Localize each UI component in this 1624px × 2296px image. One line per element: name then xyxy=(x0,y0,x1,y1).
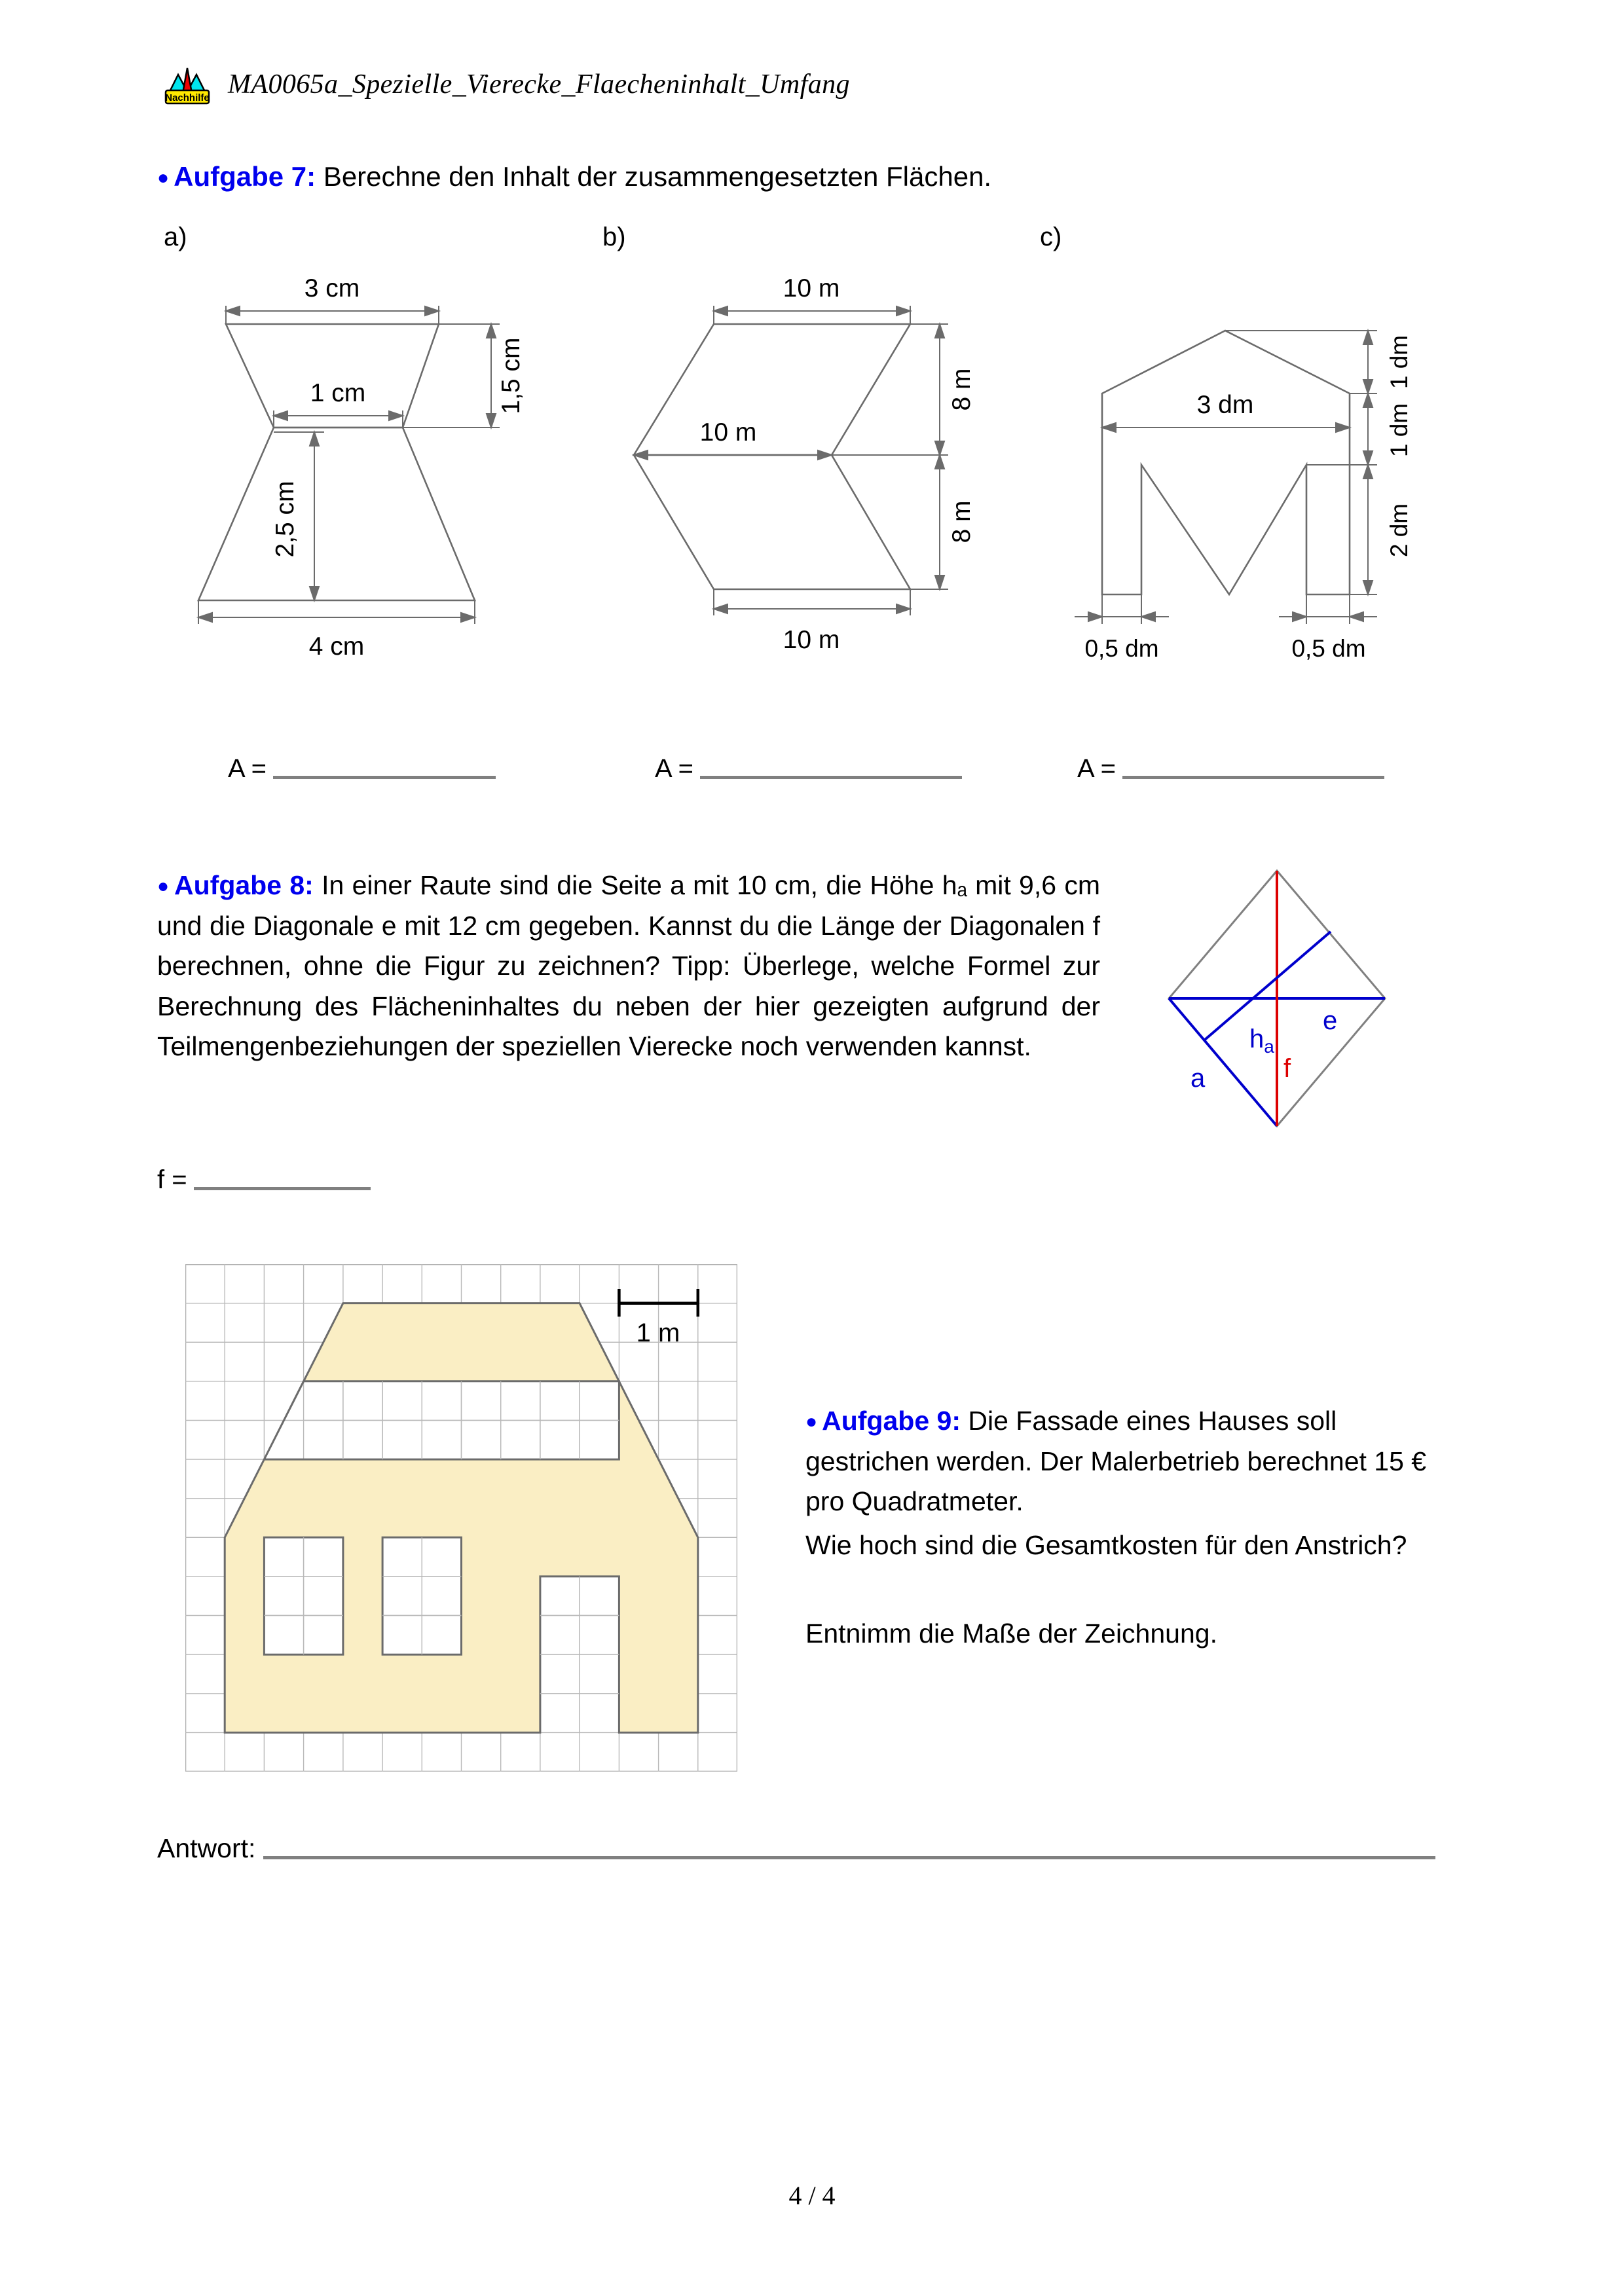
task9-paragraph-3: Entnimm die Maße der Zeichnung. xyxy=(805,1618,1217,1649)
scale-label: 1 m xyxy=(636,1319,680,1347)
bullet-icon: ● xyxy=(805,1411,818,1432)
task8-label: Aufgabe 8: xyxy=(174,870,314,900)
dim-a-bottom: 4 cm xyxy=(308,632,365,661)
task8-answer-blank[interactable] xyxy=(194,1187,371,1190)
task7-heading xyxy=(157,157,1506,196)
sublabel-a: a) xyxy=(164,223,187,251)
dim-a-lower-height: 2,5 cm xyxy=(271,481,299,558)
answer-line-c xyxy=(1077,754,1384,784)
rhombus-label-a: a xyxy=(1190,1064,1206,1093)
answer-c-blank[interactable] xyxy=(1122,776,1384,779)
answer-line-b xyxy=(655,754,962,784)
answer-b-prefix: A = xyxy=(655,754,693,783)
dim-c-leg-height: 2 dm xyxy=(1386,503,1412,558)
dim-b-upper-height: 8 m xyxy=(948,368,976,411)
document-header xyxy=(162,63,850,106)
task9-paragraph-2: Wie hoch sind die Gesamtkosten für den Anstrich? xyxy=(805,1530,1407,1560)
svg-text:Nachhilfe: Nachhilfe xyxy=(165,92,210,103)
bullet-icon: ● xyxy=(157,167,170,189)
nachhilfe-logo-icon xyxy=(162,63,212,106)
answer-line-a xyxy=(228,754,496,784)
task8-paragraph xyxy=(157,866,1100,1067)
dim-c-width: 3 dm xyxy=(1196,391,1254,419)
sublabel-b: b) xyxy=(602,223,626,251)
task7-label: Aufgabe 7: xyxy=(174,161,316,192)
task8-text: In einer Raute sind die Seite a mit 10 cm, die Höhe hₐ mit 9,6 cm und die Diagonale e mit 12 cm gegeben. Kannst du die Länge der Diagonalen f berechnen, ohne die Figur zu zeichnen? Tipp: Überlege, welche Formel zur Berechnung des Flächeninhaltes du neben der hier gezeigten aufgrund der Teilmengenbeziehungen der speziellen Vierecke noch verwenden kannst. xyxy=(157,870,1100,1061)
figure-a-hourglass xyxy=(177,265,557,723)
sublabel-c: c) xyxy=(1040,223,1062,251)
dim-a-upper-height: 1,5 cm xyxy=(497,337,525,414)
rhombus-label-e: e xyxy=(1323,1006,1338,1035)
page-number: 4 / 4 xyxy=(788,2181,836,2210)
dim-a-waist: 1 cm xyxy=(310,379,366,407)
answer-blank[interactable] xyxy=(263,1856,1435,1859)
rhombus-label-ha: $h_a$ xyxy=(1249,1025,1274,1057)
bullet-icon: ● xyxy=(157,875,170,897)
task8-answer-line xyxy=(157,1165,371,1195)
rhombus-diagram xyxy=(1153,851,1414,1139)
house-facade-figure xyxy=(185,1264,737,1772)
dim-b-middle: 10 m xyxy=(699,418,757,446)
final-answer-row xyxy=(157,1833,1435,1864)
answer-c-prefix: A = xyxy=(1077,754,1116,783)
rhombus-label-f: f xyxy=(1283,1054,1291,1083)
task7-text: Berechne den Inhalt der zusammengesetzten Flächen. xyxy=(323,161,992,192)
dim-b-lower-height: 8 m xyxy=(948,500,976,543)
dim-c-upper-wall-height: 1 dm xyxy=(1386,403,1412,458)
task9-paragraph-1 xyxy=(805,1401,1437,1522)
dim-c-roof-height: 1 dm xyxy=(1386,335,1412,390)
answer-a-prefix: A = xyxy=(228,754,267,783)
dim-b-bottom: 10 m xyxy=(783,626,840,654)
dim-a-top: 3 cm xyxy=(304,274,360,302)
answer-prefix: Antwort: xyxy=(157,1833,256,1863)
task9-text-1: Die Fassade eines Hauses soll gestrichen werden. Der Malerbetrieb berechnet 15 € pro Quadratmeter. xyxy=(805,1406,1427,1516)
document-title: MA0065a_Spezielle_Vierecke_Flaecheninhalt_Umfang xyxy=(228,69,850,100)
task9-label: Aufgabe 9: xyxy=(822,1406,961,1436)
answer-b-blank[interactable] xyxy=(700,776,962,779)
answer-a-blank[interactable] xyxy=(273,776,496,779)
dim-c-right-leg-width: 0,5 dm xyxy=(1291,635,1366,662)
figure-b-double-parallelogram xyxy=(616,265,995,723)
task8-answer-prefix: f = xyxy=(157,1165,187,1194)
dim-b-top: 10 m xyxy=(783,274,840,302)
figure-c-m-house xyxy=(1051,265,1457,737)
dim-c-left-leg-width: 0,5 dm xyxy=(1084,635,1159,662)
